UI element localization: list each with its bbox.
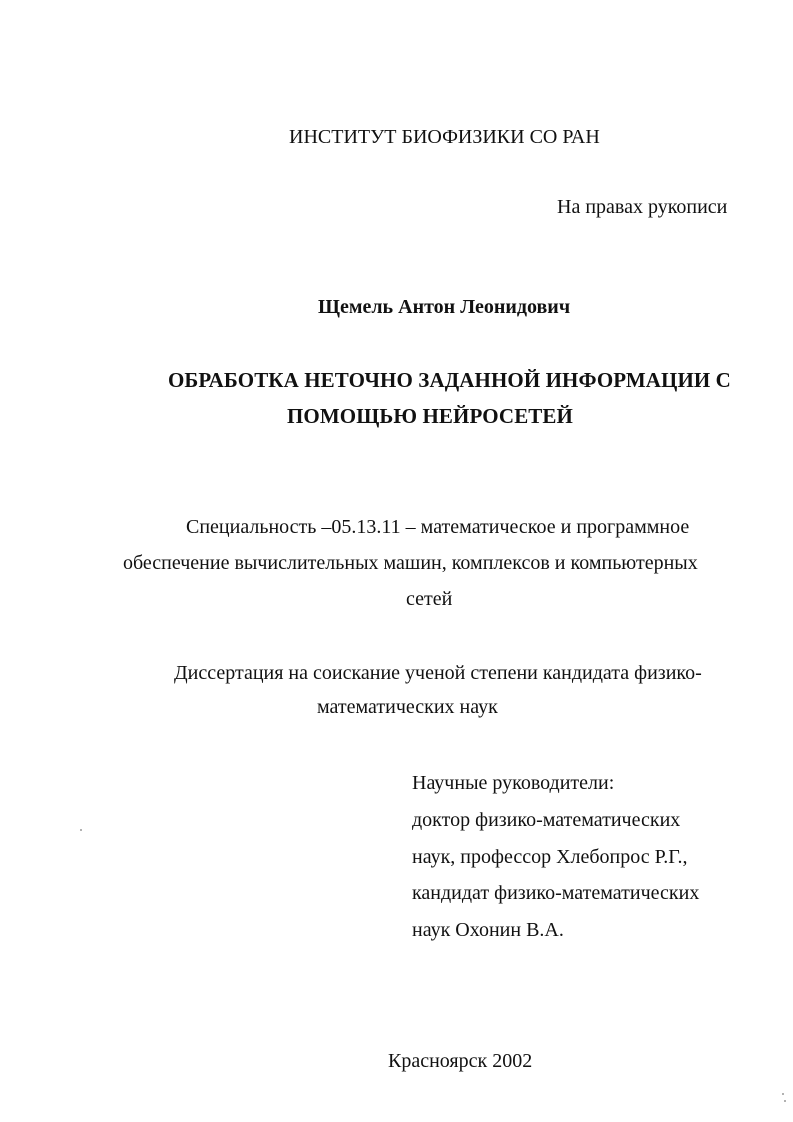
scan-speck: [784, 1100, 786, 1102]
city-year: Красноярск 2002: [388, 1050, 533, 1072]
scan-speck: [782, 1093, 784, 1095]
supervisor-line-3: кандидат физико-математических: [412, 882, 700, 904]
manuscript-note: На правах рукописи: [557, 196, 728, 218]
specialty-line-3: сетей: [406, 588, 453, 610]
supervisor-line-2: наук, профессор Хлебопрос Р.Г.,: [412, 846, 688, 868]
institute-name: ИНСТИТУТ БИОФИЗИКИ СО РАН: [289, 126, 600, 148]
supervisor-line-4: наук Охонин В.А.: [412, 919, 564, 941]
dissertation-line-2: математических наук: [317, 696, 498, 718]
dissertation-line-1: Диссертация на соискание ученой степени кандидата физико-: [174, 662, 702, 684]
supervisors-heading: Научные руководители:: [412, 772, 615, 794]
thesis-title-line-2: ПОМОЩЬЮ НЕЙРОСЕТЕЙ: [287, 404, 573, 428]
author-name: Щемель Антон Леонидович: [318, 296, 571, 318]
thesis-title-line-1: ОБРАБОТКА НЕТОЧНО ЗАДАННОЙ ИНФОРМАЦИИ С: [168, 368, 731, 392]
specialty-line-2: обеспечение вычислительных машин, комплексов и компьютерных: [123, 552, 698, 574]
supervisor-line-1: доктор физико-математических: [412, 809, 681, 831]
scan-speck: [80, 829, 82, 831]
specialty-line-1: Специальность –05.13.11 – математическое и программное: [186, 516, 690, 538]
